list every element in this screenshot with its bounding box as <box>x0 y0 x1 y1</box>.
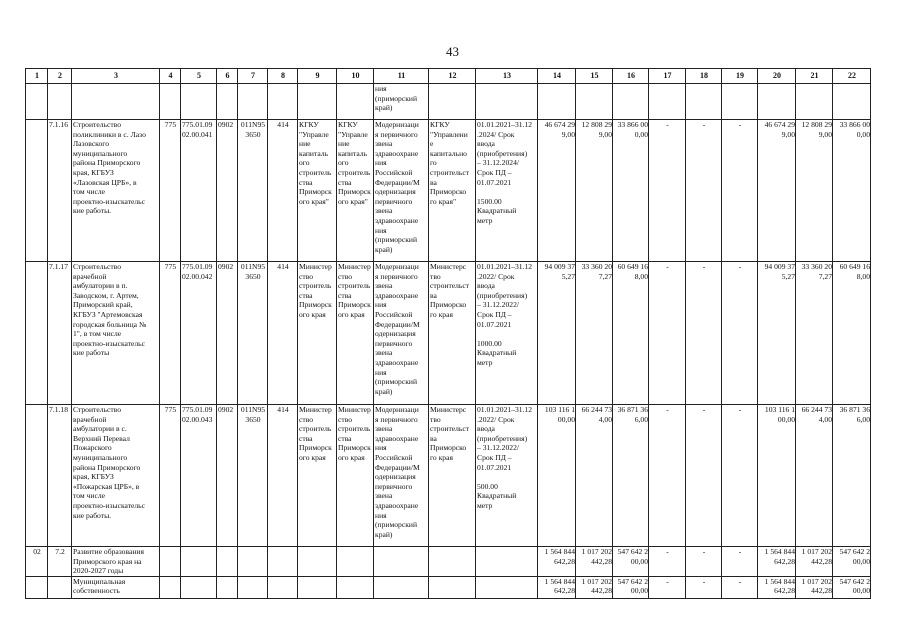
amount-cell: 94 009 37 5,27 <box>758 262 796 405</box>
header-cell: 1 <box>26 69 48 84</box>
amount-cell: 1 017 202 442,28 <box>576 576 613 598</box>
header-cell: 16 <box>613 69 649 84</box>
header-cell: 18 <box>686 69 722 84</box>
dash-cell: - <box>686 576 722 598</box>
amount-cell: 60 649 16 8,00 <box>613 262 649 405</box>
object-name: Строительство поликлиники в с. Лазо Лазовского муниципального района Приморского края, КГБУЗ «Лазовская ЦРБ», в том числе проектно-изыскательс кие работы. <box>72 120 160 262</box>
dash-cell: - <box>722 547 758 577</box>
amount-cell: 66 244 73 4,00 <box>576 405 613 547</box>
header-cell: 5 <box>181 69 217 84</box>
dash-cell: - <box>686 262 722 405</box>
table-row-program <box>26 547 871 577</box>
program-cell: ния (приморский край) <box>374 84 429 120</box>
header-cell: 10 <box>337 69 374 84</box>
schedule-cell: 01.01.2021–31.12 .2024/ Срок ввода (приобретения) – 31.12.2024/ Срок ПД – 01.07.2021 1500.00 Квадратный метр <box>476 120 538 262</box>
amount-cell: 33 866 00 0,00 <box>833 120 871 262</box>
amount-cell: 12 808 29 9,00 <box>796 120 833 262</box>
amount-cell: 36 871 36 6,00 <box>613 405 649 547</box>
amount-cell: 94 009 37 5,27 <box>538 262 576 405</box>
row-code: 7.1.18 <box>48 405 72 547</box>
object-name: Муниципальная собственность <box>72 576 160 598</box>
section-code: 0902 <box>217 120 238 262</box>
section-code: 0902 <box>217 405 238 547</box>
amount-cell: 46 674 29 9,00 <box>538 120 576 262</box>
header-cell: 21 <box>796 69 833 84</box>
amount-cell: 1 564 844 642,28 <box>538 547 576 577</box>
continuation-row <box>26 84 871 120</box>
header-cell: 13 <box>476 69 538 84</box>
header-cell: 19 <box>722 69 758 84</box>
header-cell: 4 <box>160 69 181 84</box>
executor: КГКУ "Управлени е капитально го строительст ва Приморско го края" <box>429 120 476 262</box>
header-cell: 15 <box>576 69 613 84</box>
expense-type: 414 <box>268 262 298 405</box>
header-cell: 8 <box>268 69 298 84</box>
dash-cell: - <box>722 120 758 262</box>
dash-cell: - <box>722 405 758 547</box>
expense-type: 414 <box>268 405 298 547</box>
grbs-code: 775 <box>160 405 181 547</box>
header-row <box>26 69 871 84</box>
header-cell: 14 <box>538 69 576 84</box>
dash-cell: - <box>686 547 722 577</box>
expense-type: 414 <box>268 120 298 262</box>
header-cell: 22 <box>833 69 871 84</box>
table-row <box>26 262 871 405</box>
dash-cell: - <box>649 120 686 262</box>
header-cell: 12 <box>429 69 476 84</box>
program-cell: Модернизаци я первичного звена здравоохране ния Российской Федерации/М одернизация первичного звена здравоохране ния (приморский край) <box>374 405 429 547</box>
customer: КГКУ "Управле ние капиталь ого строитель ства Приморск ого края" <box>298 120 337 262</box>
amount-cell: 1 564 844 642,28 <box>538 576 576 598</box>
amount-cell: 46 674 29 9,00 <box>758 120 796 262</box>
amount-cell: 60 649 16 8,00 <box>833 262 871 405</box>
object-code: 775.01.09 02.00.042 <box>181 262 217 405</box>
amount-cell: 103 116 1 00,00 <box>758 405 796 547</box>
amount-cell: 33 360 20 7,27 <box>796 262 833 405</box>
developer: Министер ство строитель ства Приморск ого края <box>337 262 374 405</box>
dash-cell: - <box>649 576 686 598</box>
header-cell: 20 <box>758 69 796 84</box>
object-name: Строительство врачебной амбулатории в п. Заводском, г. Артем, Приморский край, КГБУЗ "Артемовская городская больница № 1", в том числе проектно-изыскательс кие работы <box>72 262 160 405</box>
object-name: Строительство врачебной амбулатории в с. Верхний Перевал Пожарского муниципального района Приморского края, КГБУЗ «Пожарская ЦРБ», в том числе проектно-изыскательс кие работы. <box>72 405 160 547</box>
executor: Министерс тво строительст ва Приморско го края <box>429 405 476 547</box>
table-row <box>26 405 871 547</box>
amount-cell: 547 642 2 00,00 <box>833 576 871 598</box>
program-cell: Модернизаци я первичного звена здравоохране ния Российской Федерации/М одернизация первичного звена здравоохране ния (приморский край) <box>374 262 429 405</box>
object-name: Развитие образования Приморского края на 2020-2027 годы <box>72 547 160 577</box>
header-cell: 17 <box>649 69 686 84</box>
header-cell: 3 <box>72 69 160 84</box>
customer: Министер ство строитель ства Приморск ого края <box>298 262 337 405</box>
amount-cell: 547 642 2 00,00 <box>833 547 871 577</box>
program-cell: Модернизаци я первичного звена здравоохране ния Российской Федерации/М одернизация первичного звена здравоохране ния (приморский край) <box>374 120 429 262</box>
grbs-code: 775 <box>160 262 181 405</box>
grbs-code: 775 <box>160 120 181 262</box>
target-article: 011N95 3650 <box>238 262 268 405</box>
schedule-cell: 01.01.2021–31.12 .2022/ Срок ввода (приобретения) – 31.12.2022/ Срок ПД – 01.07.2021 1000.00 Квадратный метр <box>476 262 538 405</box>
header-cell: 6 <box>217 69 238 84</box>
budget-table <box>25 68 871 599</box>
dash-cell: - <box>722 576 758 598</box>
amount-cell: 547 642 2 00,00 <box>613 576 649 598</box>
target-article: 011N95 3650 <box>238 120 268 262</box>
row-code: 7.2 <box>48 547 72 577</box>
section-code: 0902 <box>217 262 238 405</box>
amount-cell: 547 642 2 00,00 <box>613 547 649 577</box>
header-cell: 7 <box>238 69 268 84</box>
header-cell: 9 <box>298 69 337 84</box>
amount-cell: 103 116 1 00,00 <box>538 405 576 547</box>
object-code: 775.01.09 02.00.041 <box>181 120 217 262</box>
dash-cell: - <box>722 262 758 405</box>
amount-cell: 33 866 00 0,00 <box>613 120 649 262</box>
dash-cell: - <box>649 405 686 547</box>
developer: Министер ство строитель ства Приморск ого края <box>337 405 374 547</box>
amount-cell: 1 564 844 642,28 <box>758 576 796 598</box>
executor: Министерс тво строительст ва Приморско го края <box>429 262 476 405</box>
amount-cell: 66 244 73 4,00 <box>796 405 833 547</box>
amount-cell: 33 360 20 7,27 <box>576 262 613 405</box>
amount-cell: 1 564 844 642,28 <box>758 547 796 577</box>
header-cell: 2 <box>48 69 72 84</box>
page-number: 43 <box>446 44 459 59</box>
dash-cell: - <box>649 262 686 405</box>
amount-cell: 1 017 202 442,28 <box>796 576 833 598</box>
dash-cell: - <box>649 547 686 577</box>
table-row <box>26 120 871 262</box>
amount-cell: 1 017 202 442,28 <box>796 547 833 577</box>
program-code: 02 <box>26 547 48 577</box>
row-code: 7.1.16 <box>48 120 72 262</box>
dash-cell: - <box>686 405 722 547</box>
customer: Министер ство строитель ства Приморск ого края <box>298 405 337 547</box>
row-code: 7.1.17 <box>48 262 72 405</box>
target-article: 011N95 3650 <box>238 405 268 547</box>
schedule-cell: 01.01.2021–31.12 .2022/ Срок ввода (приобретения) – 31.12.2022/ Срок ПД – 01.07.2021 500.00 Квадратный метр <box>476 405 538 547</box>
object-code: 775.01.09 02.00.043 <box>181 405 217 547</box>
amount-cell: 36 871 36 6,00 <box>833 405 871 547</box>
developer: КГКУ "Управле ние капиталь ого строитель ства Приморск ого края" <box>337 120 374 262</box>
amount-cell: 12 808 29 9,00 <box>576 120 613 262</box>
header-cell: 11 <box>374 69 429 84</box>
dash-cell: - <box>686 120 722 262</box>
amount-cell: 1 017 202 442,28 <box>576 547 613 577</box>
table-row-municipal <box>26 576 871 598</box>
